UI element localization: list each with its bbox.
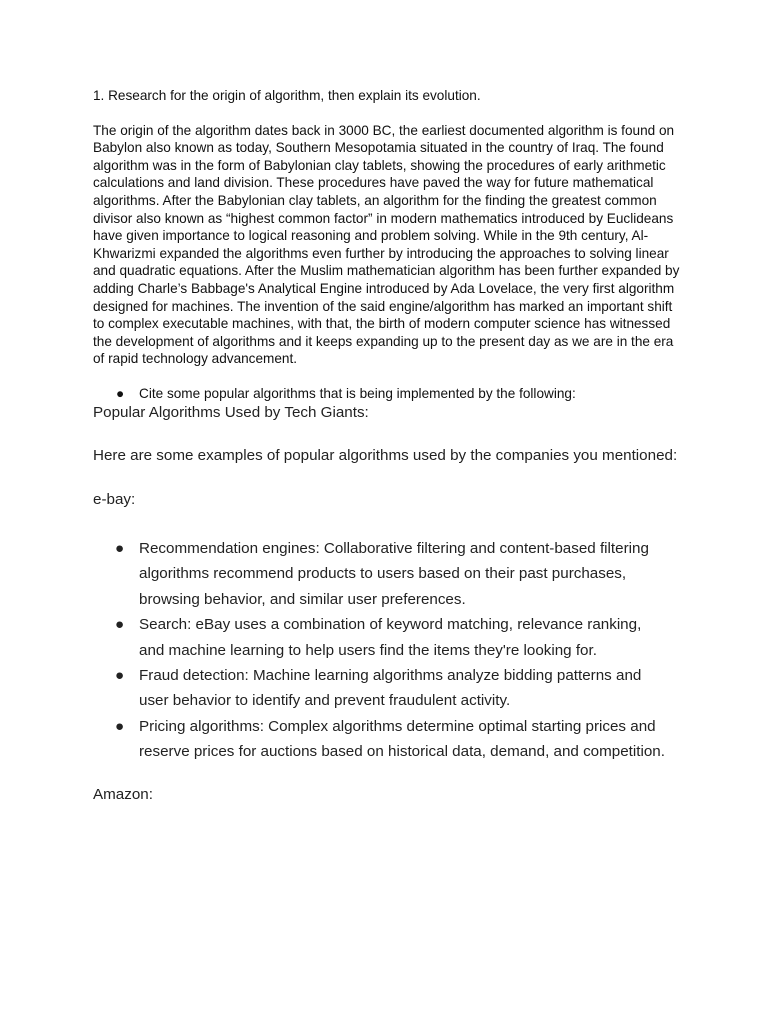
list-item [93,612,665,663]
document-page [93,87,683,805]
list-item-text: Recommendation engines: Collaborative filtering and content-based filtering algorithms recommend products to users based on their past purchases, browsing behavior, and similar user preferences. [139,540,649,608]
bullet-icon: ● [116,385,125,401]
bullet-icon: ● [115,540,125,557]
ebay-algorithm-list [93,536,683,765]
bullet-icon: ● [115,717,125,735]
cite-bullet-item [93,385,683,403]
list-item [93,536,665,612]
list-item [93,663,665,714]
answer-paragraph: The origin of the algorithm dates back in 3000 BC, the earliest documented algorithm is found on Babylon also known as today, Southern Mesopotamia situated in the country of Iraq. The found algorithm was in the form of Babylonian clay tablets, showing the procedures of early arithmetic calculations and land division. These procedures have paved the way for future mathematical algorithms. After the Babylonian clay tablets, an algorithm for the finding the greatest common divisor also known as “highest common factor” in modern mathematics introduced by Euclideans have given importance to logical reasoning and problem solving. While in the 9th century, Al-Khwarizmi expanded the algorithms even further by introducing the approaches to solving linear and quadratic equations. After the Muslim mathematician algorithm has been further expanded by adding Charle’s Babbage's Analytical Engine introduced by Ada Lovelace, the very first algorithm designed for machines. The invention of the said engine/algorithm has marked an important shift to complex executable machines, with that, the birth of modern computer science has witnessed the development of algorithms and it keeps expanding up to the present day as we are in the era of rapid technology advancement. [93,122,680,367]
list-item [93,714,665,765]
ebay-heading: e-bay: [93,491,136,508]
list-item-text: Search: eBay uses a combination of keyword matching, relevance ranking, and machine learning to help users find the items they're looking for. [139,616,642,659]
cite-bullet-text: Cite some popular algorithms that is being implemented by the following: [139,385,576,401]
question-heading: 1. Research for the origin of algorithm, then explain its evolution. [93,88,481,103]
section-title: Popular Algorithms Used by Tech Giants: [93,403,369,421]
intro-paragraph: Here are some examples of popular algorithms used by the companies you mentioned: [93,446,678,464]
list-item-text: Fraud detection: Machine learning algorithms analyze bidding patterns and user behavior to identify and prevent fraudulent activity. [139,667,642,710]
amazon-heading: Amazon: [93,785,153,803]
list-item-text: Pricing algorithms: Complex algorithms determine optimal starting prices and reserve prices for auctions based on historical data, demand, and competition. [139,717,665,761]
bullet-icon: ● [115,667,125,685]
bullet-icon: ● [115,616,125,634]
